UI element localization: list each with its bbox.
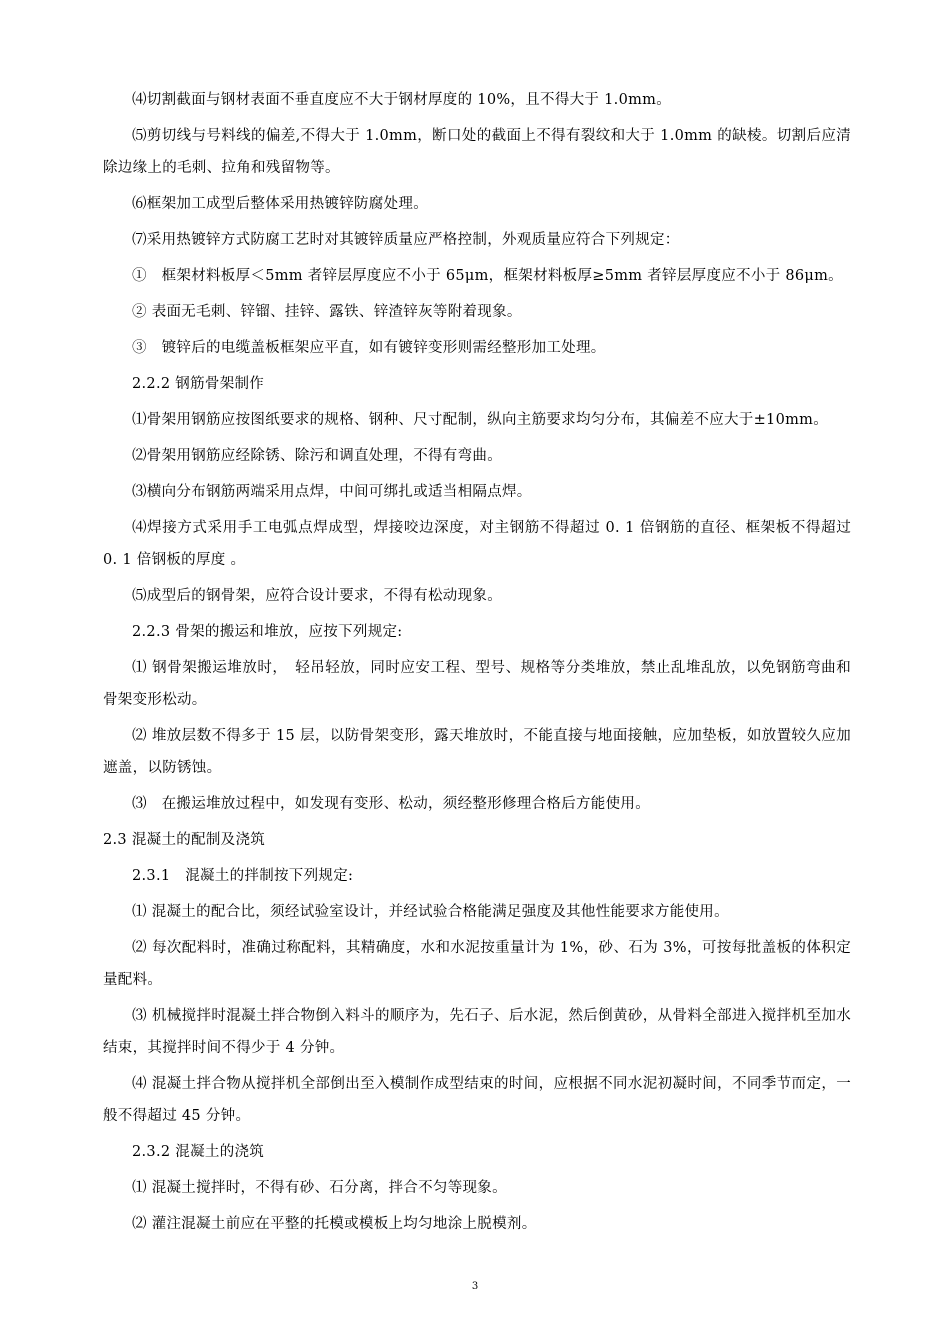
paragraph-release-agent: ⑵ 灌注混凝土前应在平整的托模或模板上均匀地涂上脱模剂。 [132, 1216, 537, 1232]
paragraph-mix-ratio: ⑴ 混凝土的配合比，须经试验室设计，并经试验合格能满足强度及其他性能要求方能使用。 [132, 904, 729, 920]
section-heading-2-2-3: 2.2.3 骨架的搬运和堆放，应按下列规定: [132, 624, 403, 640]
paragraph-cage-finished: ⑸成型后的钢骨架，应符合设计要求，不得有松动现象。 [132, 588, 502, 604]
section-heading-2-3: 2.3 混凝土的配制及浇筑 [103, 832, 266, 848]
section-heading-2-3-2: 2.3.2 混凝土的浇筑 [132, 1144, 265, 1160]
paragraph-mixing-time-limit: ⑷ 混凝土拌合物从搅拌机全部倒出至入模制作成型结束的时间，应根据不同水泥初凝时间，不同季节而定，一般不得超过 45 分钟。 [103, 1076, 851, 1124]
list-item-zinc-thickness: ① 框架材料板厚＜5mm 者锌层厚度应不小于 65μm，框架材料板厚≥5mm 者锌层厚度应不小于 86μm。 [132, 268, 843, 284]
paragraph-arc-welding: ⑷焊接方式采用手工电弧点焊成型，焊接咬边深度，对主钢筋不得超过 0. 1 倍钢筋的直径、框架板不得超过 0. 1 倍钢板的厚度 。 [103, 520, 851, 568]
paragraph-no-segregation: ⑴ 混凝土搅拌时，不得有砂、石分离，拌合不匀等现象。 [132, 1180, 507, 1196]
paragraph-mixing-order: ⑶ 机械搅拌时混凝土拌合物倒入料斗的顺序为，先石子、后水泥，然后倒黄砂，从骨料全部进入搅拌机至加水结束，其搅拌时间不得少于 4 分钟。 [103, 1008, 851, 1056]
paragraph-galvanizing-quality: ⑺采用热镀锌方式防腐工艺时对其镀锌质量应严格控制，外观质量应符合下列规定： [132, 232, 680, 248]
paragraph-batching-accuracy: ⑵ 每次配料时，准确过称配料，其精确度，水和水泥按重量计为 1%，砂、石为 3%，可按每批盖板的体积定量配料。 [103, 940, 851, 988]
paragraph-rebar-cleaning: ⑵骨架用钢筋应经除锈、除污和调直处理，不得有弯曲。 [132, 448, 502, 464]
page-number: 3 [471, 1281, 479, 1292]
paragraph-spot-welding: ⑶横向分布钢筋两端采用点焊，中间可绑扎或适当相隔点焊。 [132, 484, 532, 500]
paragraph-galvanizing: ⑹框架加工成型后整体采用热镀锌防腐处理。 [132, 196, 428, 212]
section-heading-2-3-1: 2.3.1 混凝土的拌制按下列规定: [132, 868, 354, 884]
paragraph-stacking-layers: ⑵ 堆放层数不得多于 15 层，以防骨架变形，露天堆放时，不能直接与地面接触，应加垫板，如放置较久应加遮盖，以防锈蚀。 [103, 728, 851, 776]
paragraph-cage-handling: ⑴ 钢骨架搬运堆放时， 轻吊轻放，同时应安工程、型号、规格等分类堆放，禁止乱堆乱放，以免钢筋弯曲和骨架变形松动。 [103, 660, 851, 708]
paragraph-cut-section: ⑷切割截面与钢材表面不垂直度应不大于钢材厚度的 10%，且不得大于 1.0mm。 [132, 92, 672, 108]
section-heading-2-2-2: 2.2.2 钢筋骨架制作 [132, 376, 265, 392]
list-item-frame-flatness: ③ 镀锌后的电缆盖板框架应平直，如有镀锌变形则需经整形加工处理。 [132, 340, 606, 356]
page-body [103, 84, 851, 1244]
paragraph-shear-deviation: ⑸剪切线与号料线的偏差,不得大于 1.0mm，断口处的截面上不得有裂纹和大于 1.0mm 的缺棱。切割后应清除边缘上的毛刺、拉角和残留物等。 [103, 128, 851, 176]
paragraph-deformation-repair: ⑶ 在搬运堆放过程中，如发现有变形、松动，须经整形修理合格后方能使用。 [132, 796, 650, 812]
list-item-surface-defects: ② 表面无毛刺、锌镏、挂锌、露铁、锌渣锌灰等附着现象。 [132, 304, 522, 320]
paragraph-rebar-spec: ⑴骨架用钢筋应按图纸要求的规格、钢种、尺寸配制，纵向主筋要求均匀分布，其偏差不应大于±10mm。 [132, 412, 828, 428]
